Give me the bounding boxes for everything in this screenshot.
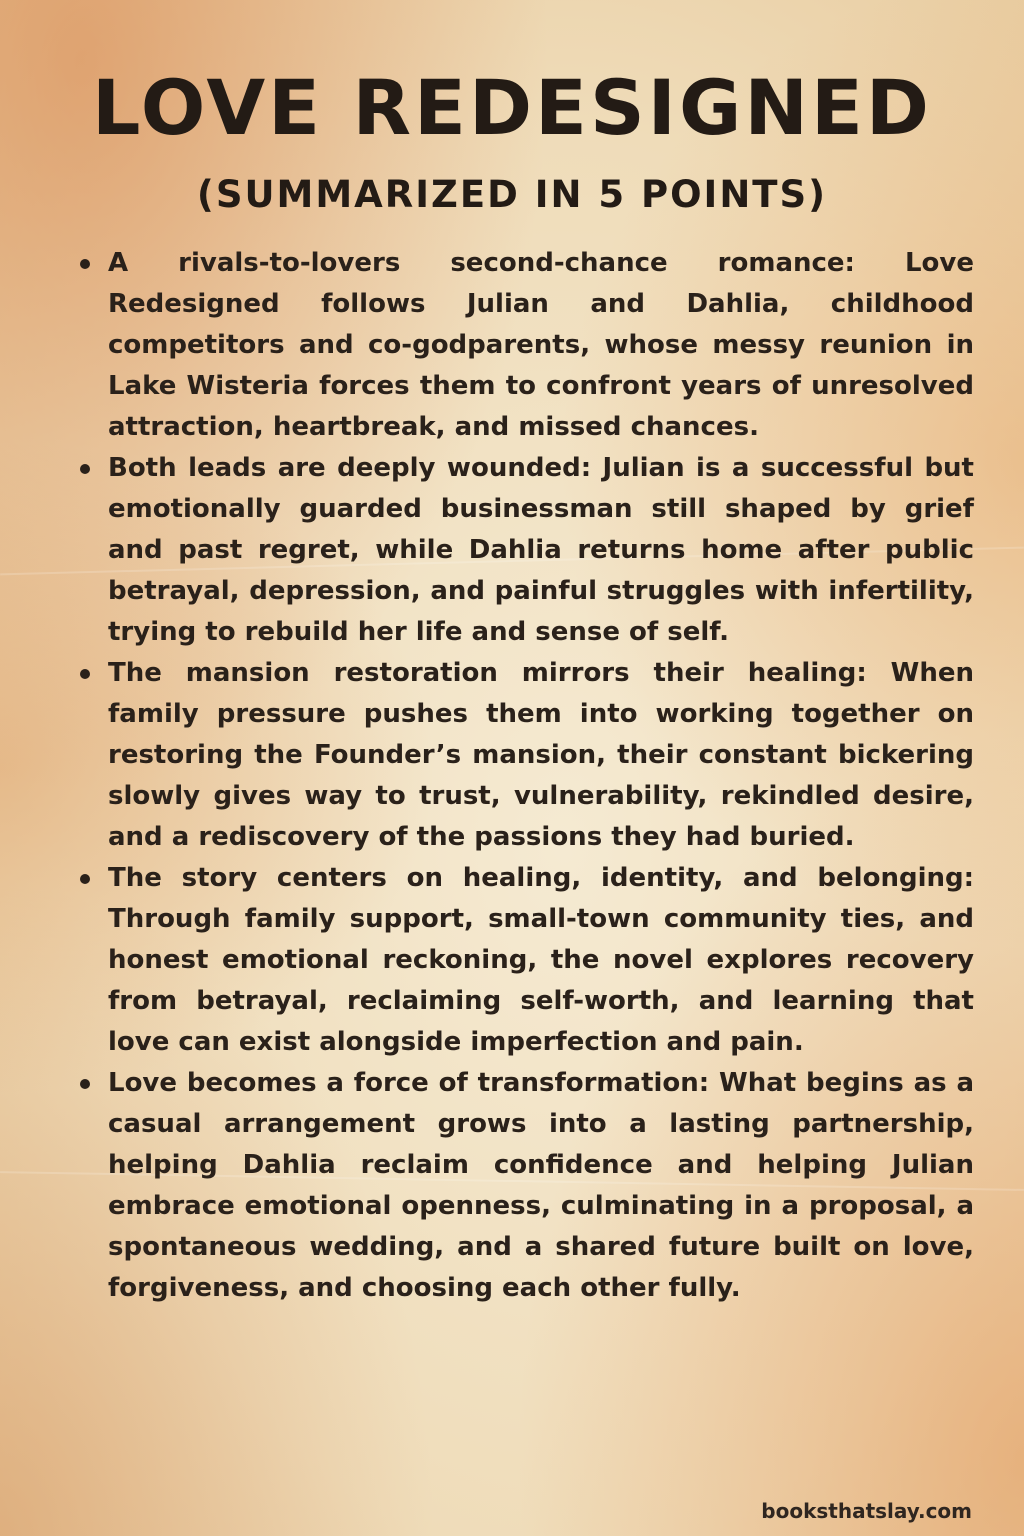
site-link[interactable]: booksthatslay.com [761,1499,972,1523]
summary-point-text: The mansion restoration mirrors their healing: When family pressure pushes them into working together on restoring the Founder’s mansion, their constant bickering slowly gives way to trust, vulnerability, rekindled desire, and a rediscovery of the passions they had buried. [108,658,974,852]
summary-point-text: A rivals-to-lovers second-chance romance: Love Redesigned follows Julian and Dahlia, childhood competitors and co-godparents, whose messy reunion in Lake Wisteria forces them to confront years of unresolved attraction, heartbreak, and missed chances. [108,248,974,442]
summary-point-text: Both leads are deeply wounded: Julian is a successful but emotionally guarded businessman still shaped by grief and past regret, while Dahlia returns home after public betrayal, depression, and painful struggles with infertility, trying to rebuild her life and sense of self. [108,453,974,647]
page-subtitle: (SUMMARIZED IN 5 POINTS) [196,173,828,216]
summary-points-list [108,243,974,1309]
summary-point-text: Love becomes a force of transformation: What begins as a casual arrangement grows into a lasting partnership, helping Dahlia reclaim confidence and helping Julian embrace emotional openness, culminating in a proposal, a spontaneous wedding, and a shared future built on love, forgiveness, and choosing each other fully. [108,1068,974,1303]
bullet-icon [80,464,90,474]
bullet-icon [80,1079,90,1089]
summary-point-5 [108,1063,974,1309]
bullet-icon [80,669,90,679]
summary-point-4 [108,858,974,1063]
bullet-icon [80,874,90,884]
bullet-icon [80,259,90,269]
summary-point-2 [108,448,974,653]
summary-point-text: The story centers on healing, identity, and belonging: Through family support, small-town community ties, and honest emotional reckoning, the novel explores recovery from betrayal, reclaiming self-worth, and learning that love can exist alongside imperfection and pain. [108,863,974,1057]
summary-point-1 [108,243,974,448]
page-title: LOVE REDESIGNED [92,63,932,152]
summary-point-3 [108,653,974,858]
